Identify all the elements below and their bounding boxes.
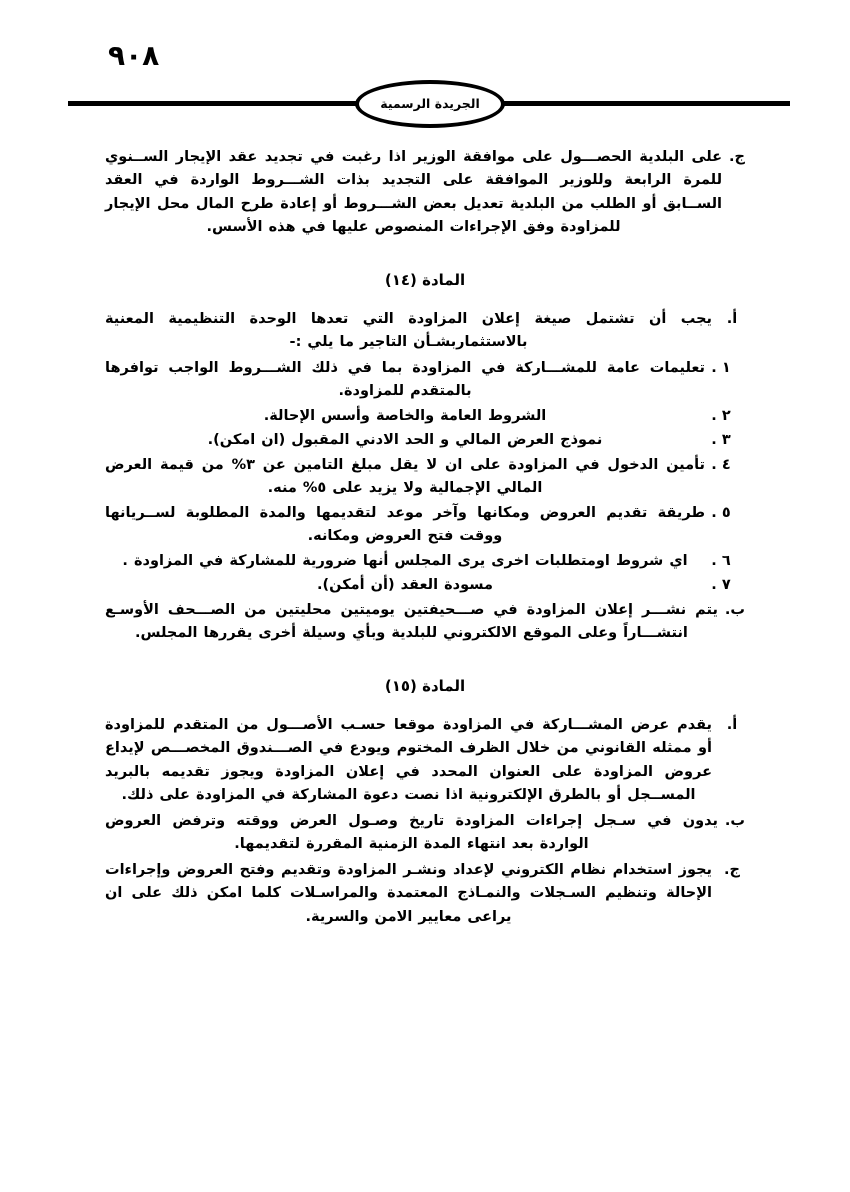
paragraph-intro-c	[105, 146, 745, 240]
paragraph-text: يقدم عرض المشـــاركة في المزاودة موقعا حسـب الأصـــول من المتقدم للمزاودة أو ممثله القانوني من خلال الظرف المختوم ويودع في الصـــندوق المخصـــص لإيداع عروض المزاودة على العنوان المحدد في إعلان المزاودة ويجوز تقديمه بالبريد المســجل أو بالطرق الإلكترونية اذا نصت دعوة المشاركة في المزاودة على ذلك.	[105, 716, 712, 804]
paragraph-marker: أ.	[726, 310, 738, 327]
page-number: ٩٠٨	[108, 39, 160, 72]
list-item-marker: ٢ .	[711, 407, 731, 424]
article-14-paragraph-a	[105, 308, 745, 355]
paragraph-text: يجب أن تشتمل صيغة إعلان المزاودة التي تعدها الوحدة التنظيمية المعنية بالاستثماربشـأن التاجير ما يلي :-	[105, 310, 712, 351]
list-item-text: طريقة تقديم العروض ومكانها وآخر موعد لتقديمها والمدة المطلوبة لســريانها ووقت فتح العروض ومكانه.	[105, 504, 705, 545]
list-item	[105, 429, 731, 452]
list-item-text: اي شروط اومتطلبات اخرى يرى المجلس أنها ضرورية للمشاركة في المزاودة .	[122, 552, 688, 569]
list-item-marker: ٣ .	[711, 432, 731, 449]
paragraph-text: يدون في سـجل إجراءات المزاودة تاريخ وصـول العرض ووقته وترفض العروض الواردة بعد انتهاء المدة الزمنية المقررة لتقديمها.	[105, 812, 718, 853]
paragraph-text: على البلدية الحصـــول على موافقة الوزير اذا رغبت في تجديد عقد الإيجار الســنوي للمرة الرابعة وللوزير الموافقة على التجديد بذات الشـــروط الواردة في العقد الســابق أو الطلب من البلدية تعديل بعض الشـــروط أو إعادة طرح المال محل الإيجار للمزاودة وفق الإجراءات المنصوص عليها في هذه الأسس.	[105, 149, 723, 236]
paragraph-marker: ج.	[729, 149, 745, 165]
article-15-paragraph-b	[105, 810, 745, 857]
gazette-title-label: الجريدة الرسمية	[380, 95, 480, 111]
list-item-marker: ١ .	[711, 359, 731, 376]
list-item-text: تعليمات عامة للمشـــاركة في المزاودة بما في ذلك الشـــروط الواجب توافرها بالمتقدم للمزاودة.	[105, 359, 705, 400]
list-item	[105, 405, 731, 428]
spacer	[105, 292, 745, 308]
page-header	[0, 0, 850, 130]
spacer	[105, 698, 745, 714]
list-item-marker: ٤ .	[711, 456, 731, 473]
paragraph-marker: ج.	[724, 861, 740, 878]
paragraph-marker: أ.	[726, 716, 738, 733]
article-14-heading: المادة (١٤)	[384, 270, 466, 289]
spacer	[105, 242, 745, 268]
list-item	[105, 574, 731, 597]
paragraph-marker: ب.	[724, 601, 745, 618]
document-body	[105, 146, 745, 931]
list-item-text: نموذج العرض المالي و الحد الادني المقبول (ان امكن).	[207, 432, 603, 449]
list-item-marker: ٧ .	[711, 577, 731, 594]
article-14-items-list	[105, 357, 745, 598]
list-item	[105, 550, 731, 573]
paragraph-text: يتم نشـــر إعلان المزاودة في صـــحيفتين يوميتين محليتين من الصـــحف الأوسـع انتشـــاراً وعلى الموقع الالكتروني للبلدية وبأي وسيلة أخرى يقررها المجلس.	[105, 601, 718, 642]
gazette-title-badge	[355, 80, 505, 128]
paragraph-text: يجوز استخدام نظام الكتروني لإعداد ونشـر المزاودة وتقديم وفتح العروض وإجراءات الإحالة وتنظيم السـجلات والنمـاذج المعتمدة والمراسـلات كلما امكن ذلك على ان يراعى معايير الامن والسرية.	[105, 861, 712, 925]
list-item-text: مسودة العقد (أن أمكن).	[317, 577, 493, 594]
article-14-paragraph-b	[105, 599, 745, 646]
list-item-text: تأمين الدخول في المزاودة على ان لا يقل مبلغ التامين عن ٣% من قيمة العرض المالي الإجمالية ولا يزيد على ٥% منه.	[105, 456, 705, 497]
list-item-text: الشروط العامة والخاصة وأسس الإحالة.	[263, 407, 547, 424]
spacer	[105, 648, 745, 674]
list-item-marker: ٥ .	[711, 504, 731, 521]
paragraph-marker: ب.	[724, 812, 745, 829]
list-item	[105, 454, 731, 501]
list-item	[105, 357, 731, 404]
article-15-heading: المادة (١٥)	[384, 676, 466, 695]
list-item-marker: ٦ .	[711, 552, 731, 569]
article-15-paragraph-c	[105, 859, 745, 929]
list-item	[105, 502, 731, 549]
article-15-paragraph-a	[105, 714, 745, 808]
